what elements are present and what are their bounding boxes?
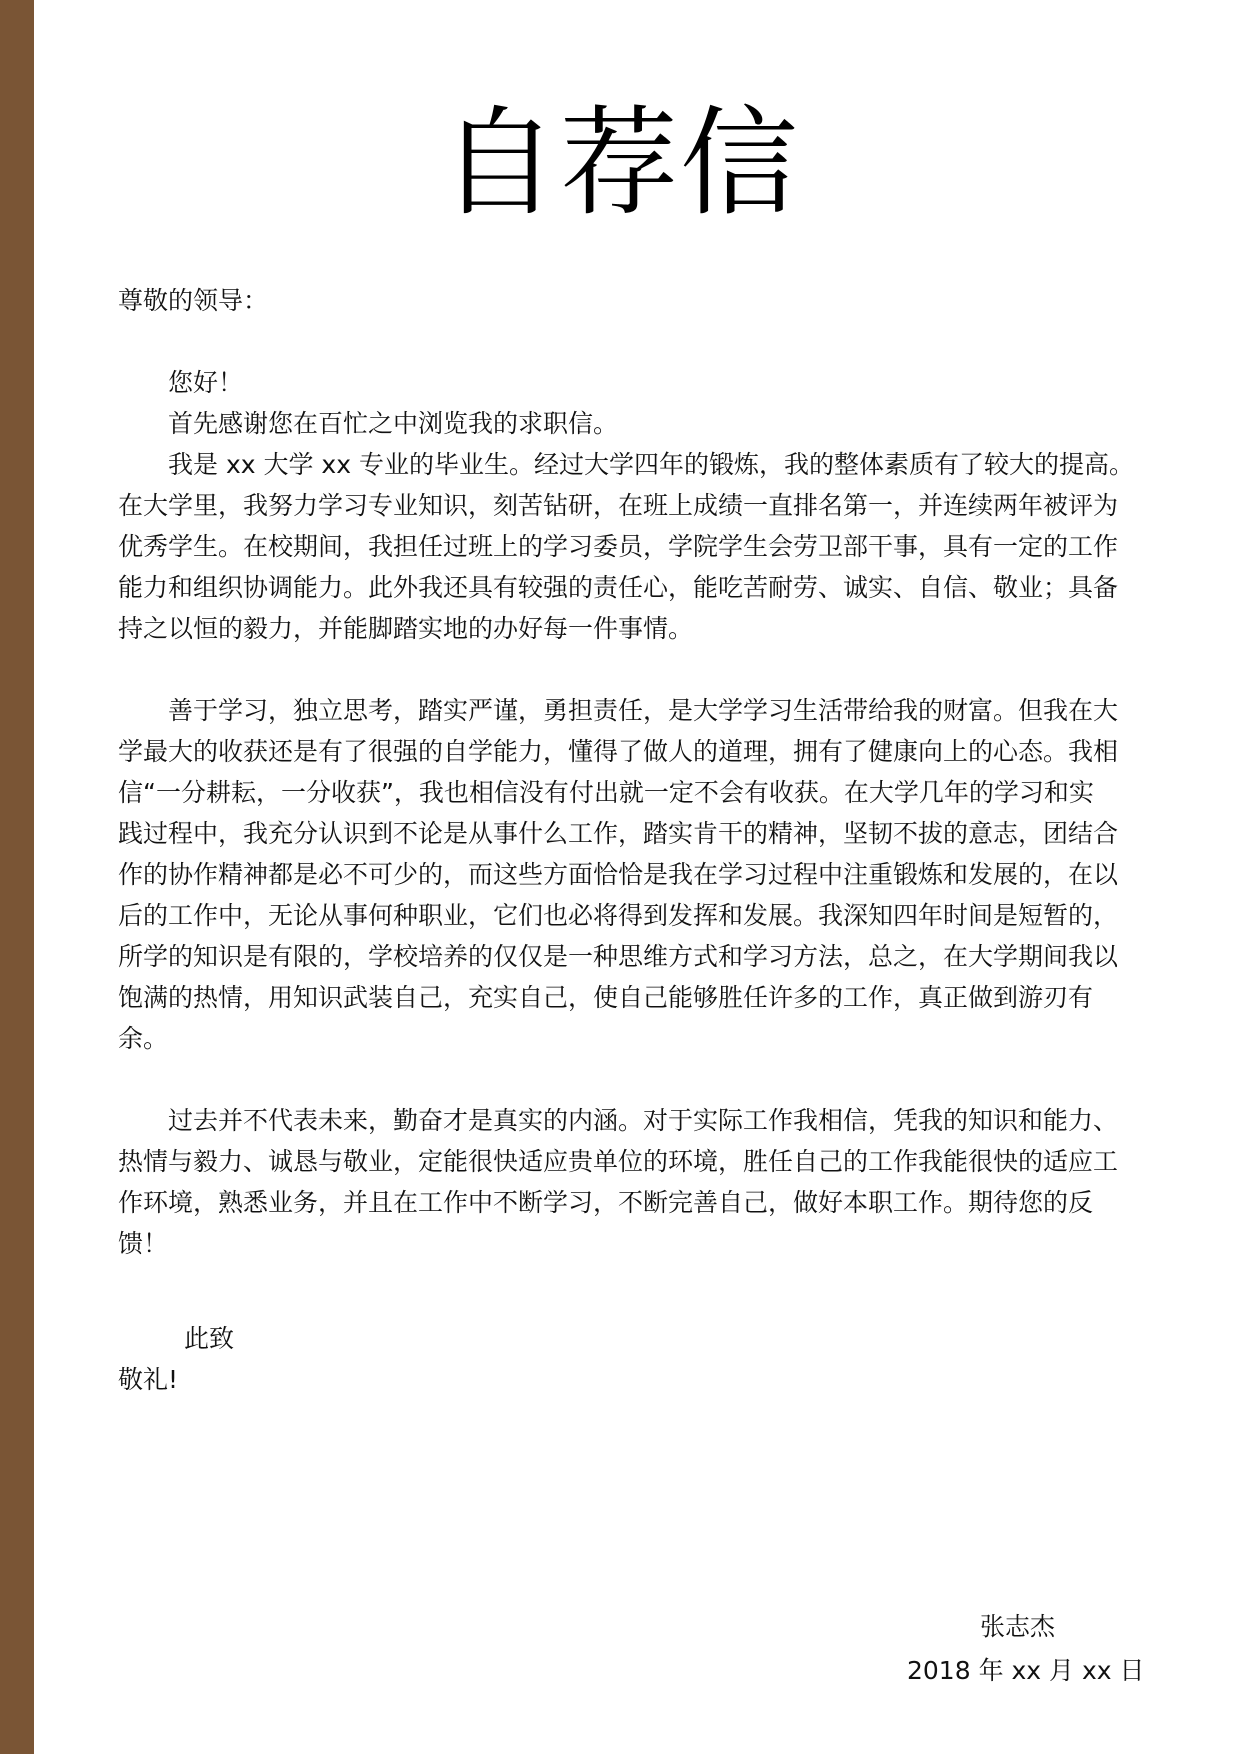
- page-title: 自荐信: [439, 94, 800, 232]
- paragraph-line: 优秀学生。在校期间，我担任过班上的学习委员，学院学生会劳卫部干事，具有一定的工作: [118, 532, 1119, 561]
- paragraph-line: 过去并不代表未来，勤奋才是真实的内涵。对于实际工作我相信，凭我的知识和能力、: [168, 1106, 1119, 1135]
- signature-date: 2018 年 xx 月 xx 日: [907, 1656, 1145, 1685]
- paragraph-line: 善于学习，独立思考，踏实严谨，勇担责任，是大学学习生活带给我的财富。但我在大: [168, 696, 1119, 725]
- paragraph-line: 饱满的热情，用知识武装自己，充实自己，使自己能够胜任许多的工作，真正做到游刃有: [118, 983, 1094, 1012]
- paragraph-line: 能力和组织协调能力。此外我还具有较强的责任心，能吃苦耐劳、诚实、自信、敬业；具备: [118, 573, 1119, 602]
- paragraph-2: [118, 690, 1128, 1059]
- paragraph-line: 所学的知识是有限的，学校培养的仅仅是一种思维方式和学习方法，总之，在大学期间我以: [118, 942, 1119, 971]
- paragraph-line: 作环境，熟悉业务，并且在工作中不断学习，不断完善自己，做好本职工作。期待您的反: [118, 1188, 1094, 1217]
- paragraph-line: 信“一分耕耘，一分收获”，我也相信没有付出就一定不会有收获。在大学几年的学习和实: [118, 778, 1094, 807]
- letter-body: [118, 280, 1134, 1264]
- greeting: 尊敬的领导：: [118, 286, 269, 315]
- paragraph-line: 余。: [118, 1024, 169, 1053]
- paragraph-line: 学最大的收获还是有了很强的自学能力，懂得了做人的道理，拥有了健康向上的心态。我相: [118, 737, 1119, 766]
- paragraph-3: [118, 1100, 1128, 1264]
- paragraph-line: 作的协作精神都是必不可少的，而这些方面恰恰是我在学习过程中注重锻炼和发展的，在以: [118, 860, 1119, 889]
- paragraph-line: 我是 xx 大学 xx 专业的毕业生。经过大学四年的锻炼，我的整体素质有了较大的提高。: [168, 450, 1134, 479]
- paragraph-line: 热情与毅力、诚恳与敬业，定能很快适应贵单位的环境，胜任自己的工作我能很快的适应工: [118, 1147, 1119, 1176]
- paragraph-line: 后的工作中，无论从事何种职业，它们也必将得到发挥和发展。我深知四年时间是短暂的，: [118, 901, 1119, 930]
- paragraph-line: 践过程中，我充分认识到不论是从事什么工作，踏实肯干的精神，坚韧不拔的意志，团结合: [118, 819, 1119, 848]
- thanks-line: 首先感谢您在百忙之中浏览我的求职信。: [168, 409, 619, 438]
- paragraph-line: 馈！: [118, 1229, 169, 1258]
- hello-line: 您好！: [168, 368, 244, 397]
- spacer: [118, 321, 1128, 362]
- spacer: [118, 1059, 1128, 1100]
- closing-line-1: 此致: [184, 1324, 235, 1353]
- paragraph-line: 持之以恒的毅力，并能脚踏实地的办好每一件事情。: [118, 614, 694, 643]
- closing-line-2: 敬礼!: [118, 1365, 179, 1394]
- paragraph-line: 在大学里，我努力学习专业知识，刻苦钻研，在班上成绩一直排名第一，并连续两年被评为: [118, 491, 1119, 520]
- side-color-bar: [0, 0, 34, 1754]
- spacer: [118, 649, 1128, 690]
- signature-name: 张志杰: [980, 1612, 1056, 1641]
- paragraph-1: [118, 444, 1134, 649]
